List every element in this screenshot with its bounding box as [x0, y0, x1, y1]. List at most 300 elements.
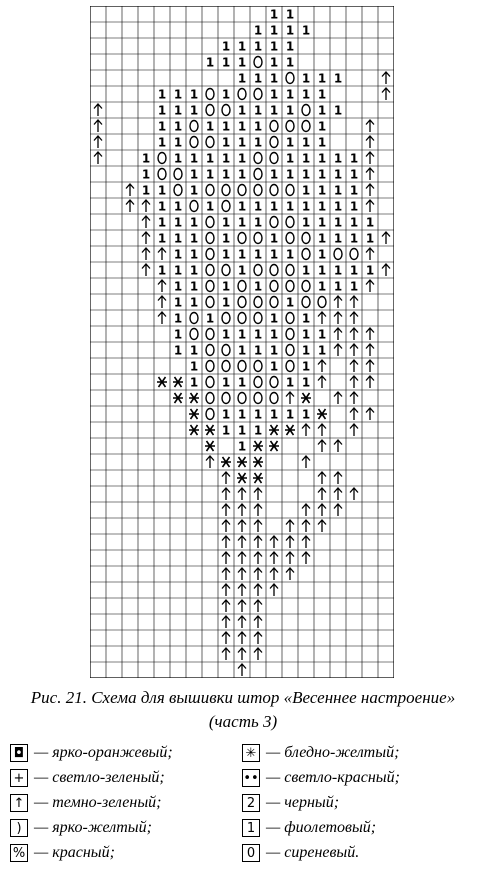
stitch-dark-green — [334, 440, 342, 452]
stitch-dark-green — [318, 472, 326, 484]
stitch-dark-green — [318, 360, 326, 372]
stitch-violet: 1 — [173, 103, 183, 118]
stitch-dark-green — [238, 520, 246, 532]
stitch-violet: 1 — [301, 327, 311, 342]
stitch-dark-green — [334, 344, 342, 356]
legend-dash: — — [34, 794, 49, 811]
stitch-lilac — [302, 233, 310, 244]
stitch-dark-green — [366, 248, 374, 260]
stitch-dark-green — [366, 360, 374, 372]
stitch-violet: 1 — [333, 263, 343, 278]
stitch-dark-green — [222, 600, 230, 612]
stitch-violet: 1 — [269, 231, 279, 246]
stitch-violet: 1 — [221, 87, 231, 102]
stitch-violet: 1 — [253, 343, 263, 358]
stitch-dark-green — [238, 632, 246, 644]
stitch-lilac — [270, 377, 278, 388]
stitch-dark-green — [318, 376, 326, 388]
stitch-dark-green — [94, 152, 102, 164]
stitch-violet: 1 — [317, 247, 327, 262]
stitch-dark-green — [270, 568, 278, 580]
stitch-lilac — [190, 137, 198, 148]
stitch-violet: 1 — [237, 407, 247, 422]
stitch-violet: 1 — [317, 87, 327, 102]
stitch-lilac — [302, 297, 310, 308]
stitch-dark-green — [334, 504, 342, 516]
stitch-violet: 1 — [173, 343, 183, 358]
stitch-violet: 1 — [189, 375, 199, 390]
stitch-violet: 1 — [205, 199, 215, 214]
stitch-lilac — [206, 89, 214, 100]
stitch-lilac — [238, 233, 246, 244]
stitch-violet: 1 — [317, 199, 327, 214]
legend-item-red — [10, 842, 115, 864]
stitch-violet: 1 — [221, 407, 231, 422]
stitch-violet: 1 — [189, 279, 199, 294]
stitch-violet: 1 — [221, 135, 231, 150]
stitch-dark-green — [222, 504, 230, 516]
stitch-violet: 1 — [237, 439, 247, 454]
stitch-dark-green — [318, 488, 326, 500]
stitch-dark-green — [222, 568, 230, 580]
stitch-pale-yellow — [317, 409, 327, 419]
stitch-violet: 1 — [301, 87, 311, 102]
stitch-lilac — [286, 281, 294, 292]
stitch-dark-green — [158, 248, 166, 260]
stitch-dark-green — [286, 568, 294, 580]
stitch-lilac — [334, 249, 342, 260]
stitch-lilac — [206, 233, 214, 244]
stitch-dark-green — [238, 552, 246, 564]
stitch-dark-green — [142, 200, 150, 212]
stitch-dark-green — [142, 216, 150, 228]
one-icon: 1 — [242, 819, 260, 837]
stitch-pale-yellow — [253, 457, 263, 467]
stitch-lilac — [318, 297, 326, 308]
stitch-violet: 1 — [205, 55, 215, 70]
stitch-violet: 1 — [317, 71, 327, 86]
stitch-violet: 1 — [301, 359, 311, 374]
stitch-violet: 1 — [205, 151, 215, 166]
stitch-violet: 1 — [173, 87, 183, 102]
stitch-violet: 1 — [157, 103, 167, 118]
stitch-violet: 1 — [189, 183, 199, 198]
stitch-violet: 1 — [237, 71, 247, 86]
stitch-violet: 1 — [157, 231, 167, 246]
legend-dash: — — [266, 744, 281, 761]
legend-dash: — — [34, 844, 49, 861]
stitch-lilac — [350, 249, 358, 260]
stitch-violet: 1 — [285, 55, 295, 70]
stitch-pale-yellow — [269, 425, 279, 435]
legend-dash: — — [266, 794, 281, 811]
stitch-lilac — [238, 185, 246, 196]
stitch-violet: 1 — [269, 407, 279, 422]
stitch-violet: 1 — [301, 183, 311, 198]
stitch-violet: 1 — [333, 215, 343, 230]
legend-item-dark-green — [10, 792, 162, 814]
stitch-dark-green — [158, 296, 166, 308]
stitch-lilac — [238, 361, 246, 372]
stitch-violet: 1 — [285, 103, 295, 118]
stitch-violet: 1 — [189, 87, 199, 102]
stitch-violet: 1 — [157, 119, 167, 134]
stitch-violet: 1 — [269, 55, 279, 70]
stitch-violet: 1 — [189, 247, 199, 262]
stitch-violet: 1 — [349, 199, 359, 214]
stitch-dark-green — [302, 456, 310, 468]
stitch-lilac — [302, 281, 310, 292]
stitch-lilac — [238, 393, 246, 404]
stitch-violet: 1 — [205, 311, 215, 326]
stitch-dark-green — [366, 344, 374, 356]
stitch-lilac — [206, 281, 214, 292]
stitch-violet: 1 — [285, 23, 295, 38]
stitch-violet: 1 — [253, 23, 263, 38]
stitch-violet: 1 — [157, 263, 167, 278]
stitch-violet: 1 — [173, 247, 183, 262]
stitch-dark-green — [142, 264, 150, 276]
stitch-lilac — [238, 297, 246, 308]
stitch-lilac — [286, 121, 294, 132]
stitch-violet: 1 — [269, 71, 279, 86]
stitch-violet: 1 — [173, 295, 183, 310]
stitch-violet: 1 — [269, 23, 279, 38]
stitch-violet: 1 — [349, 151, 359, 166]
stitch-pale-yellow — [205, 425, 215, 435]
stitch-violet: 1 — [237, 247, 247, 262]
stitch-lilac — [190, 121, 198, 132]
stitch-dark-green — [254, 632, 262, 644]
stitch-violet: 1 — [253, 247, 263, 262]
stitch-violet: 1 — [349, 215, 359, 230]
stitch-dark-green — [366, 136, 374, 148]
stitch-violet: 1 — [237, 327, 247, 342]
stitch-pale-yellow — [269, 441, 279, 451]
stitch-violet: 1 — [237, 135, 247, 150]
stitch-violet: 1 — [285, 375, 295, 390]
stitch-violet: 1 — [301, 263, 311, 278]
stitch-lilac — [286, 345, 294, 356]
stitch-dark-green — [222, 536, 230, 548]
stitch-dark-green — [222, 648, 230, 660]
stitch-violet: 1 — [333, 167, 343, 182]
stitch-dark-green — [286, 392, 294, 404]
stitch-violet: 1 — [301, 311, 311, 326]
stitch-pale-yellow — [285, 425, 295, 435]
stitch-violet: 1 — [237, 263, 247, 278]
legend-label: черный; — [284, 794, 340, 811]
stitch-violet: 1 — [237, 55, 247, 70]
stitch-violet: 1 — [301, 23, 311, 38]
stitch-violet: 1 — [205, 119, 215, 134]
stitch-violet: 1 — [253, 119, 263, 134]
stitch-violet: 1 — [189, 231, 199, 246]
stitch-lilac — [302, 249, 310, 260]
stitch-violet: 1 — [317, 327, 327, 342]
stitch-violet: 1 — [269, 7, 279, 22]
legend-item-light-red — [242, 767, 400, 789]
legend-item-pale-yellow — [242, 742, 399, 764]
stitch-dark-green — [366, 280, 374, 292]
double-dot-icon: •• — [243, 770, 259, 786]
stitch-dark-green — [238, 504, 246, 516]
stitch-violet: 1 — [253, 71, 263, 86]
stitch-violet: 1 — [269, 103, 279, 118]
stitch-violet: 1 — [269, 87, 279, 102]
stitch-dark-green — [382, 72, 390, 84]
stitch-dark-green — [302, 552, 310, 564]
stitch-lilac — [254, 377, 262, 388]
stitch-lilac — [286, 313, 294, 324]
stitch-violet: 1 — [189, 359, 199, 374]
stitch-dark-green — [302, 424, 310, 436]
stitch-violet: 1 — [237, 343, 247, 358]
stitch-dark-green — [366, 184, 374, 196]
stitch-dark-green — [286, 552, 294, 564]
stitch-violet: 1 — [173, 231, 183, 246]
stitch-lilac — [222, 313, 230, 324]
stitch-lilac — [206, 185, 214, 196]
stitch-violet: 1 — [301, 71, 311, 86]
stitch-dark-green — [334, 328, 342, 340]
stitch-pale-yellow — [253, 473, 263, 483]
stitch-violet: 1 — [317, 135, 327, 150]
stitch-lilac — [238, 281, 246, 292]
up-arrow-icon: ↑ — [10, 794, 28, 812]
stitch-lilac — [222, 185, 230, 196]
stitch-lilac — [270, 281, 278, 292]
stitch-violet: 1 — [285, 247, 295, 262]
stitch-pale-yellow — [237, 473, 247, 483]
stitch-lilac — [302, 121, 310, 132]
stitch-violet: 1 — [269, 39, 279, 54]
stitch-violet: 1 — [317, 279, 327, 294]
legend-dash: — — [266, 819, 281, 836]
stitch-violet: 1 — [189, 151, 199, 166]
stitch-dark-green — [254, 504, 262, 516]
stitch-violet: 1 — [237, 151, 247, 166]
stitch-violet: 1 — [173, 151, 183, 166]
stitch-dark-green — [350, 424, 358, 436]
plus-icon: + — [10, 769, 28, 787]
stitch-dark-green — [238, 616, 246, 628]
stitch-dark-green — [254, 568, 262, 580]
stitch-dark-green — [222, 632, 230, 644]
stitch-dark-green — [318, 424, 326, 436]
stitch-lilac — [254, 185, 262, 196]
stitch-dark-green — [334, 472, 342, 484]
stitch-violet: 1 — [221, 39, 231, 54]
percent-icon: % — [10, 844, 28, 862]
stitch-lilac — [254, 153, 262, 164]
stitch-dark-green — [158, 312, 166, 324]
stitch-dark-green — [334, 392, 342, 404]
stitch-dark-green — [254, 600, 262, 612]
stitch-violet: 1 — [285, 7, 295, 22]
stitch-lilac — [254, 169, 262, 180]
stitch-violet: 1 — [365, 215, 375, 230]
zero-icon: 0 — [242, 844, 260, 862]
stitch-lilac — [286, 185, 294, 196]
stitch-violet: 1 — [285, 39, 295, 54]
legend-item-orange — [10, 742, 173, 764]
stitch-violet: 1 — [221, 55, 231, 70]
stitch-lilac — [174, 185, 182, 196]
stitch-violet: 1 — [317, 167, 327, 182]
stitch-dark-green — [238, 648, 246, 660]
stitch-violet: 1 — [157, 87, 167, 102]
stitch-dark-green — [350, 360, 358, 372]
legend-dash: — — [266, 769, 281, 786]
stitch-lilac — [222, 393, 230, 404]
stitch-dark-green — [222, 472, 230, 484]
stitch-lilac — [206, 297, 214, 308]
stitch-dark-green — [382, 88, 390, 100]
stitch-lilac — [270, 297, 278, 308]
stitch-violet: 1 — [269, 359, 279, 374]
stitch-lilac — [222, 265, 230, 276]
stitch-pale-yellow — [173, 377, 183, 387]
stitch-violet: 1 — [237, 215, 247, 230]
legend-item-violet — [242, 817, 376, 839]
stitch-pale-yellow — [205, 441, 215, 451]
stitch-violet: 1 — [301, 407, 311, 422]
legend-dash: — — [34, 819, 49, 836]
stitch-dark-green — [350, 488, 358, 500]
stitch-violet: 1 — [253, 407, 263, 422]
stitch-violet: 1 — [237, 39, 247, 54]
stitch-violet: 1 — [189, 295, 199, 310]
stitch-dark-green — [126, 200, 134, 212]
stitch-pale-yellow — [237, 457, 247, 467]
legend-label: светло-красный; — [284, 769, 400, 786]
stitch-lilac — [286, 361, 294, 372]
stitch-dark-green — [302, 536, 310, 548]
stitch-violet: 1 — [285, 87, 295, 102]
legend-item-black — [242, 792, 339, 814]
stitch-violet: 1 — [349, 167, 359, 182]
stitch-violet: 1 — [141, 151, 151, 166]
stitch-dark-green — [254, 488, 262, 500]
stitch-dark-green — [238, 664, 246, 676]
stitch-lilac — [270, 121, 278, 132]
stitch-violet: 1 — [221, 151, 231, 166]
stitch-dark-green — [286, 520, 294, 532]
stitch-dark-green — [238, 536, 246, 548]
stitch-violet: 1 — [141, 183, 151, 198]
stitch-violet: 1 — [333, 199, 343, 214]
stitch-dark-green — [254, 552, 262, 564]
stitch-violet: 1 — [205, 167, 215, 182]
stitch-dark-green — [254, 648, 262, 660]
stitch-lilac — [206, 329, 214, 340]
stitch-dark-green — [238, 568, 246, 580]
stitch-violet: 1 — [285, 407, 295, 422]
stitch-violet: 1 — [333, 279, 343, 294]
stitch-lilac — [254, 89, 262, 100]
stitch-violet: 1 — [301, 375, 311, 390]
stitch-violet: 1 — [317, 119, 327, 134]
stitch-dark-green — [350, 344, 358, 356]
stitch-violet: 1 — [317, 231, 327, 246]
stitch-dark-green — [318, 440, 326, 452]
stitch-violet: 1 — [269, 311, 279, 326]
stitch-violet: 1 — [221, 167, 231, 182]
orange-square-icon: ◘ — [10, 744, 28, 762]
stitch-lilac — [254, 57, 262, 68]
stitch-dark-green — [238, 584, 246, 596]
stitch-dark-green — [222, 488, 230, 500]
stitch-dark-green — [350, 408, 358, 420]
stitch-violet: 1 — [317, 183, 327, 198]
stitch-dark-green — [366, 376, 374, 388]
stitch-violet: 1 — [269, 327, 279, 342]
stitch-lilac — [286, 329, 294, 340]
stitch-dark-green — [334, 312, 342, 324]
stitch-dark-green — [238, 600, 246, 612]
stitch-dark-green — [366, 328, 374, 340]
stitch-violet: 1 — [173, 119, 183, 134]
stitch-lilac — [206, 393, 214, 404]
stitch-lilac — [270, 153, 278, 164]
stitch-violet: 1 — [237, 119, 247, 134]
stitch-violet: 1 — [253, 327, 263, 342]
stitch-dark-green — [350, 296, 358, 308]
stitch-dark-green — [366, 120, 374, 132]
stitch-dark-green — [366, 408, 374, 420]
stitch-dark-green — [366, 200, 374, 212]
stitch-pale-yellow — [253, 441, 263, 451]
stitch-dark-green — [334, 296, 342, 308]
legend-item-light-green — [10, 767, 165, 789]
stitch-violet: 1 — [285, 151, 295, 166]
stitch-dark-green — [334, 488, 342, 500]
stitch-lilac — [174, 169, 182, 180]
stitch-violet: 1 — [317, 215, 327, 230]
parenthesis-icon: ) — [10, 819, 28, 837]
stitch-violet: 1 — [301, 215, 311, 230]
stitch-dark-green — [222, 584, 230, 596]
stitch-lilac — [206, 217, 214, 228]
stitch-lilac — [286, 265, 294, 276]
stitch-pale-yellow — [221, 457, 231, 467]
stitch-dark-green — [270, 552, 278, 564]
stitch-violet: 1 — [301, 151, 311, 166]
stitch-dark-green — [94, 104, 102, 116]
stitch-dark-green — [270, 584, 278, 596]
stitch-lilac — [206, 105, 214, 116]
stitch-violet: 1 — [301, 343, 311, 358]
stitch-lilac — [270, 137, 278, 148]
stitch-dark-green — [254, 520, 262, 532]
asterisk-icon: ✳ — [242, 744, 260, 762]
two-icon: 2 — [242, 794, 260, 812]
stitch-violet: 1 — [221, 119, 231, 134]
legend-dash: — — [34, 744, 49, 761]
stitch-violet: 1 — [157, 215, 167, 230]
legend-label: красный; — [52, 844, 115, 861]
stitch-violet: 1 — [365, 231, 375, 246]
stitch-violet: 1 — [317, 151, 327, 166]
stitch-dark-green — [302, 520, 310, 532]
stitch-dark-green — [222, 616, 230, 628]
stitch-violet: 1 — [349, 263, 359, 278]
stitch-violet: 1 — [157, 199, 167, 214]
stitch-dark-green — [222, 520, 230, 532]
stitch-dark-green — [94, 136, 102, 148]
stitch-violet: 1 — [365, 263, 375, 278]
